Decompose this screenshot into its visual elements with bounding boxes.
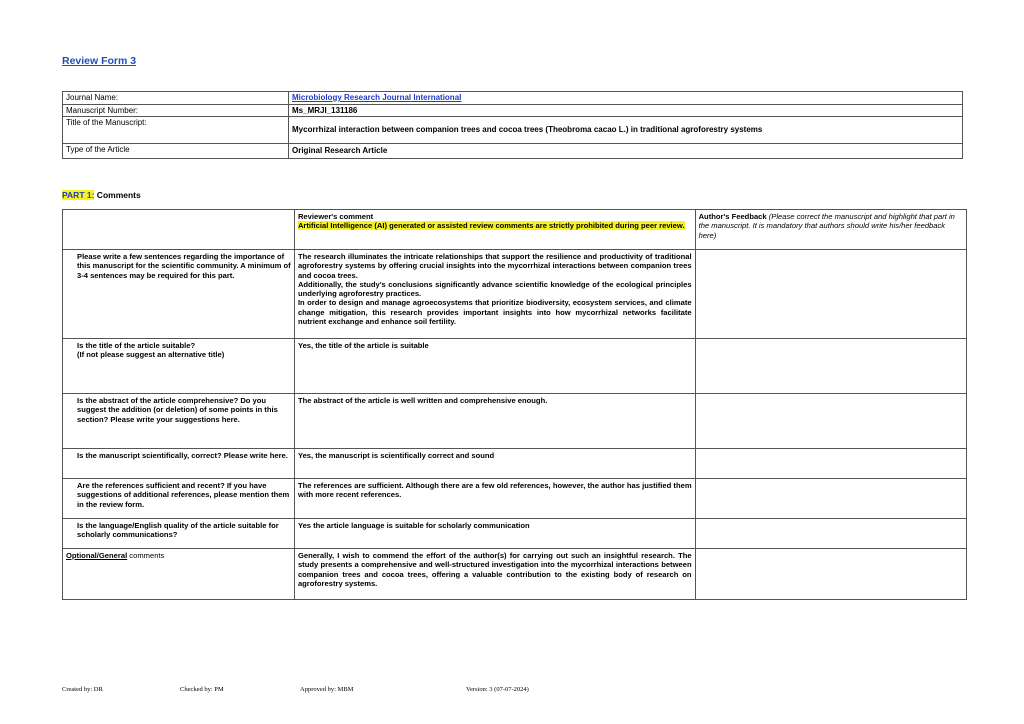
table-row <box>63 394 967 449</box>
header-empty-cell <box>63 210 295 250</box>
journal-row <box>63 92 963 105</box>
comment-cell: Yes, the manuscript is scientifically correct and sound <box>294 449 695 479</box>
comment-line: In order to design and manage agroecosystems that prioritize biodiversity, ecosystem services, and climate change mitigation, this research provides important insights into how mycorrhizal networks facilitate nutrient exchange and enhance soil fertility. <box>297 298 692 327</box>
manuscript-number-label: Manuscript Number: <box>63 104 289 117</box>
comment-cell: The abstract of the article is well written and comprehensive enough. <box>294 394 695 449</box>
table-row <box>63 479 967 519</box>
journal-label: Journal Name: <box>63 92 289 105</box>
question-cell <box>63 339 295 394</box>
reviewer-comment-title: Reviewer's comment <box>297 212 374 221</box>
feedback-cell[interactable] <box>695 449 966 479</box>
feedback-cell[interactable] <box>695 394 966 449</box>
comment-line: Additionally, the study's conclusions significantly advance scientific knowledge of the ecological principles underlying agroforestry practices. <box>297 279 692 299</box>
author-feedback-title: Author's Feedback <box>698 212 767 221</box>
optional-label: Optional/General <box>66 551 128 560</box>
form-title: Review Form 3 <box>62 55 137 67</box>
table-row <box>63 449 967 479</box>
comment-cell: The references are sufficient. Although there are a few old references, however, the author has justified them with more recent references. <box>294 479 695 519</box>
optional-rest: comments <box>127 551 165 560</box>
comments-table <box>62 209 967 600</box>
author-feedback-header <box>695 210 966 250</box>
manuscript-title-row <box>63 117 963 144</box>
footer-checked-by: Checked by: PM <box>180 686 224 693</box>
question-cell <box>63 549 295 600</box>
manuscript-title-value: Mycorrhizal interaction between companion trees and cocoa trees (Theobroma cacao L.) in traditional agroforestry systems <box>289 117 963 144</box>
footer-created-by: Created by: DR <box>62 686 103 693</box>
manuscript-info-table <box>62 91 963 159</box>
question-cell: Is the manuscript scientifically, correct? Please write here. <box>63 449 295 479</box>
part-rest: Comments <box>94 190 141 200</box>
table-row <box>63 549 967 600</box>
article-type-value: Original Research Article <box>289 144 963 159</box>
question-line: Is the title of the article suitable? <box>77 341 196 350</box>
question-cell: Is the language/English quality of the article suitable for scholarly communications? <box>63 519 295 549</box>
comment-cell: Yes the article language is suitable for scholarly communication <box>294 519 695 549</box>
table-header-row <box>63 210 967 250</box>
comment-cell: Yes, the title of the article is suitable <box>294 339 695 394</box>
part-label: PART 1: <box>62 190 95 200</box>
comment-cell: Generally, I wish to commend the effort of the author(s) for carrying out such an insightful research. The study presents a comprehensive and well-structured investigation into the mycorrhizal interactions between companion trees and cocoa trees, offering a valuable contribution to the existing body of research on agroforestry systems. <box>294 549 695 600</box>
ai-warning: Artificial Intelligence (AI) generated or assisted review comments are strictly prohibited during peer review. <box>297 221 685 231</box>
manuscript-number-value: Ms_MRJI_131186 <box>289 104 963 117</box>
feedback-cell[interactable] <box>695 479 966 519</box>
footer-approved-by: Approved by: MBM <box>300 686 354 693</box>
manuscript-title-label: Title of the Manuscript: <box>63 117 289 144</box>
journal-link[interactable]: Microbiology Research Journal International <box>292 93 462 102</box>
comment-cell <box>294 250 695 339</box>
article-type-label: Type of the Article <box>63 144 289 159</box>
table-row <box>63 250 967 339</box>
reviewer-comment-header <box>294 210 695 250</box>
author-feedback-instruction: (Please correct the manuscript and highlight that part in the manuscript. It is mandatory that authors should write his/her feedback here) <box>698 212 955 240</box>
table-row <box>63 519 967 549</box>
article-type-row <box>63 144 963 159</box>
question-cell: Please write a few sentences regarding the importance of this manuscript for the scientific community. A minimum of 3-4 sentences may be required for this part. <box>63 250 295 339</box>
question-cell: Are the references sufficient and recent? If you have suggestions of additional references, please mention them in the review form. <box>63 479 295 519</box>
feedback-cell[interactable] <box>695 519 966 549</box>
feedback-cell[interactable] <box>695 250 966 339</box>
manuscript-number-row <box>63 104 963 117</box>
question-line: (If not please suggest an alternative title) <box>77 350 225 360</box>
footer-version: Version: 3 (07-07-2024) <box>466 686 529 693</box>
feedback-cell[interactable] <box>695 339 966 394</box>
feedback-cell[interactable] <box>695 549 966 600</box>
journal-value <box>289 92 963 105</box>
question-cell: Is the abstract of the article comprehensive? Do you suggest the addition (or deletion) of some points in this section? Please write your suggestions here. <box>63 394 295 449</box>
table-row <box>63 339 967 394</box>
part-heading <box>62 190 141 200</box>
comment-line: The research illuminates the intricate relationships that support the resilience and productivity of traditional agroforestry systems by offering crucial insights into the mycorrhizal interactions between companion trees and cocoa trees. <box>297 252 692 280</box>
